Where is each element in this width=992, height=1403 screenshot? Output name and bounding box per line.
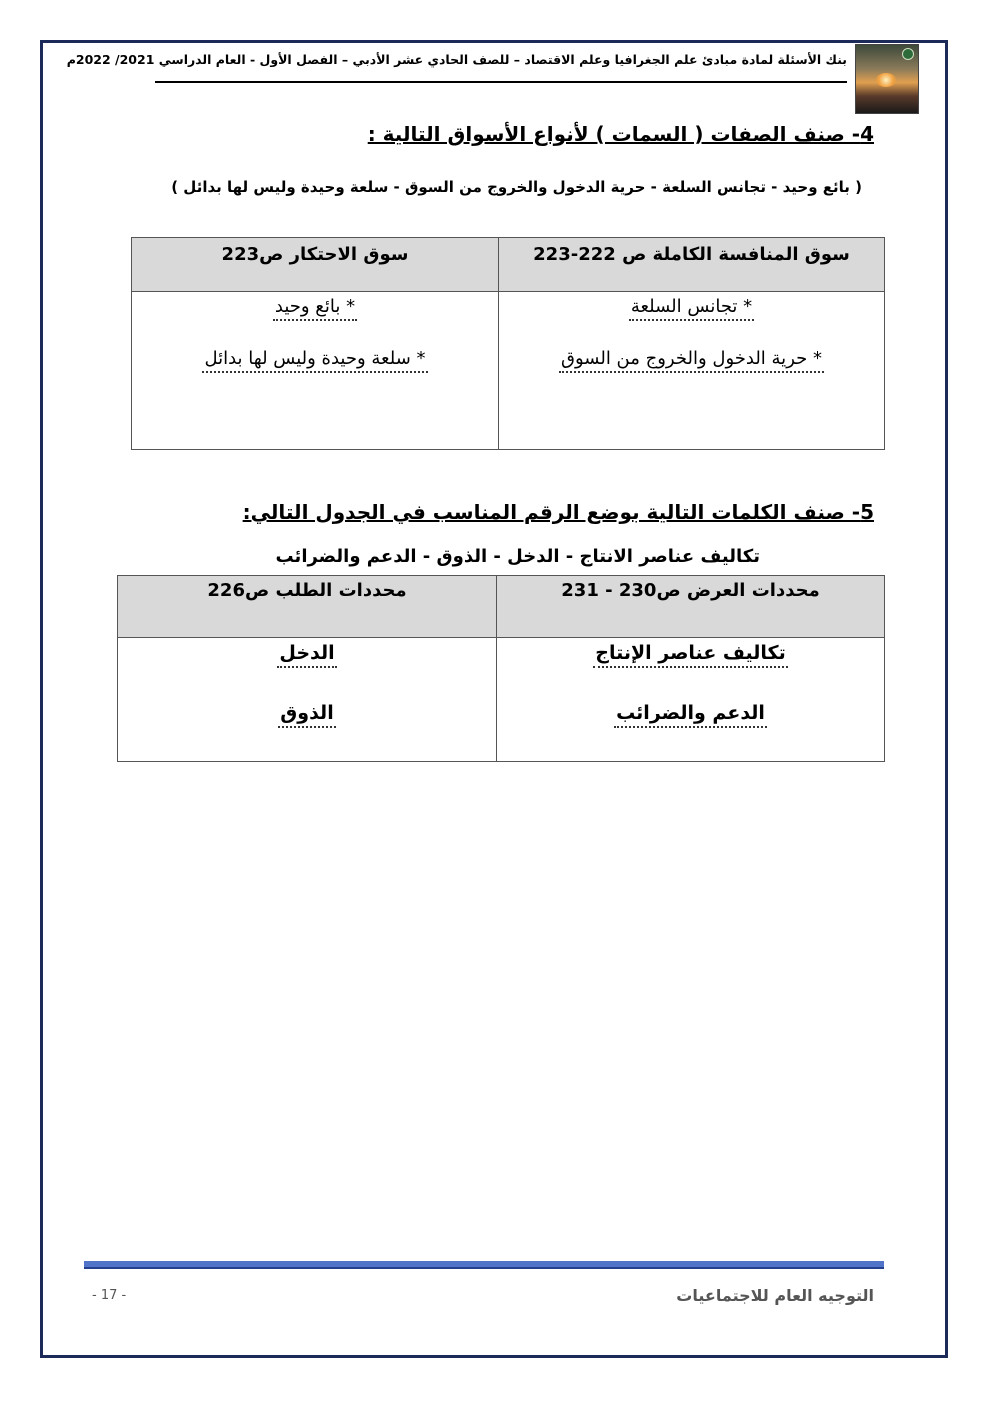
- question-4-title: 4- صنف الصفات ( السمات ) لأنواع الأسواق التالية :: [367, 122, 874, 146]
- footer-divider: [84, 1261, 884, 1267]
- answer-item: * تجانس السلعة: [629, 296, 754, 321]
- answer-item: * سلعة وحيدة وليس لها بدائل: [202, 348, 427, 373]
- demand-determinants-answers: [118, 638, 497, 762]
- perfect-competition-answers: [499, 292, 885, 450]
- supply-determinants-answers: [497, 638, 885, 762]
- question-4-table: [131, 237, 885, 450]
- footer-divider-shadow: [84, 1267, 884, 1269]
- answer-item: الدعم والضرائب: [614, 702, 767, 728]
- question-5-title: 5- صنف الكلمات التالية بوضع الرقم المناسب في الجدول التالي:: [242, 500, 874, 524]
- answer-item: * بائع وحيد: [273, 296, 357, 321]
- question-5-options: تكاليف عناصر الانتاج - الدخل - الذوق - الدعم والضرائب: [275, 546, 760, 567]
- header-underline: [155, 81, 847, 83]
- answer-item: الدخل: [277, 642, 336, 668]
- page-number: - 17 -: [92, 1288, 127, 1303]
- logo-emblem: [902, 48, 914, 60]
- answer-item: * حرية الدخول والخروج من السوق: [559, 348, 824, 373]
- footer-organization: التوجيه العام للاجتماعيات: [676, 1286, 874, 1305]
- header-logo: [855, 44, 919, 114]
- table-header-perfect-competition: سوق المنافسة الكاملة ص 222-223: [499, 238, 885, 292]
- logo-sun-graphic: [876, 73, 896, 87]
- table-header-demand-determinants: محددات الطلب ص226: [118, 576, 497, 638]
- monopoly-answers: [132, 292, 499, 450]
- question-4-options: ( بائع وحيد - تجانس السلعة - حرية الدخول والخروج من السوق - سلعة وحيدة وليس لها بدائل ): [171, 178, 862, 196]
- question-5-table: [117, 575, 885, 762]
- answer-item: الذوق: [278, 702, 335, 728]
- answer-item: تكاليف عناصر الإنتاج: [593, 642, 788, 668]
- table-header-supply-determinants: محددات العرض ص230 - 231: [497, 576, 885, 638]
- page-header: بنك الأسئلة لمادة مبادئ علم الجغرافيا وعلم الاقتصاد – للصف الحادي عشر الأدبي – الفصل الأول - العام الدراسي 2021/ 2022م: [66, 52, 847, 67]
- table-header-monopoly: سوق الاحتكار ص223: [132, 238, 499, 292]
